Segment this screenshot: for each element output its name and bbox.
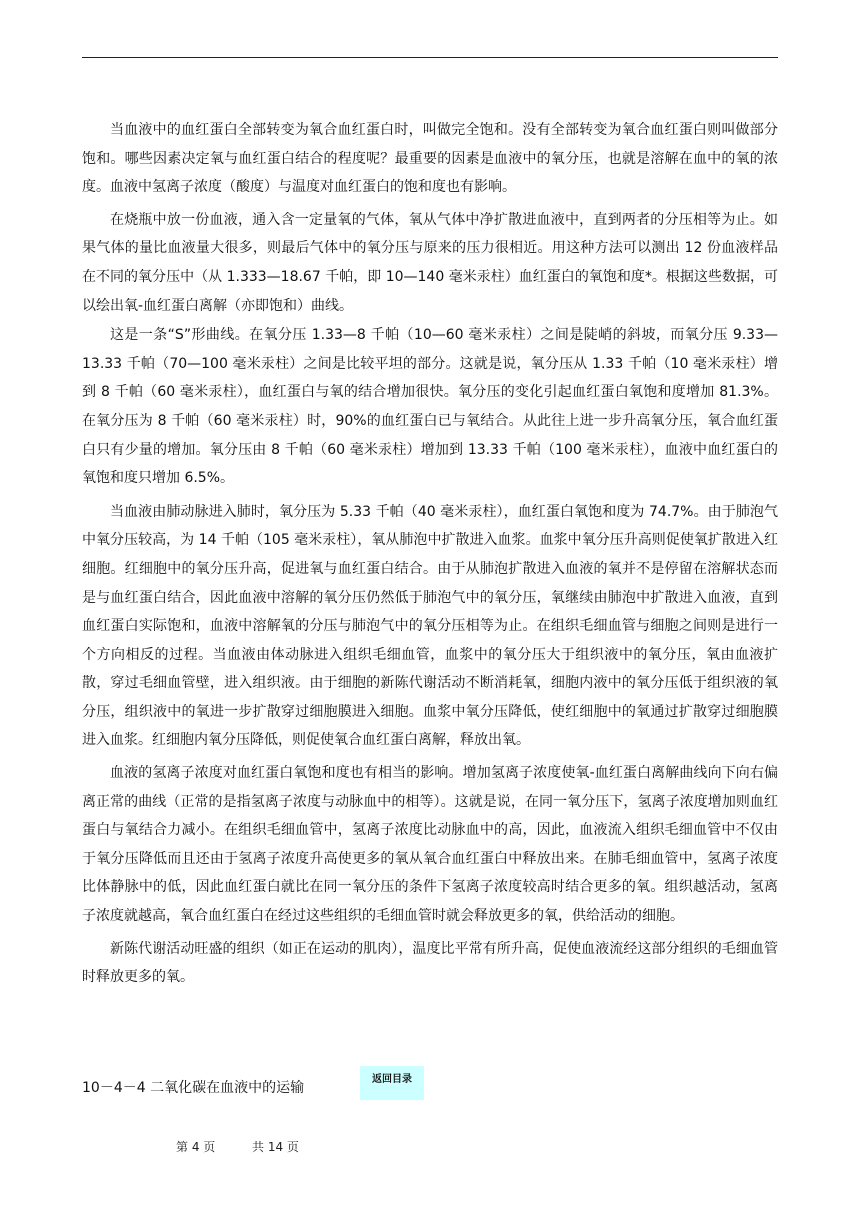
paragraph: 在烧瓶中放一份血液，通入含一定量氧的气体，氧从气体中净扩散进血液中，直到两者的分压相等为止。如果气体的量比血液量大很多，则最后气体中的氧分压与原来的压力很相近。用这种方法可以测出 12 份血液样品在不同的氧分压中（从 1.333—18.67 千帕，即 10—140 毫米汞柱）血红蛋白的氧饱和度*。根据这些数据，可以绘出氧-血红蛋白离解（亦即饱和）曲线。 — [82, 211, 778, 314]
paragraph: 血液的氢离子浓度对血红蛋白氧饱和度也有相当的影响。增加氢离子浓度使氧-血红蛋白离解曲线向下向右偏离正常的曲线（正常的是指氢离子浓度与动脉血中的相等）。这就是说，在同一氧分压下，氢离子浓度增加则血红蛋白与氧结合力减小。在组织毛细血管中，氢离子浓度比动脉血中的高，因此，血液流入组织毛细血管中不仅由于氧分压降低而且还由于氢离子浓度升高使更多的氧从氧合血红蛋白中释放出来。在肺毛细血管中，氢离子浓度比体静脉中的低，因此血红蛋白就比在同一氧分压的条件下氢离子浓度较高时结合更多的氧。组织越活动，氢离子浓度就越高，氧合血红蛋白在经过这些组织的毛细血管时就会释放更多的氧，供给活动的细胞。 — [82, 765, 778, 925]
paragraph: 当血液由肺动脉进入肺时，氧分压为 5.33 千帕（40 毫米汞柱），血红蛋白氧饱和度为 74.7%。由于肺泡气中氧分压较高，为 14 千帕（105 毫米汞柱），氧从肺泡中扩散进入血浆。血浆中氧分压升高则促使氧扩散进入红细胞。红细胞中的氧分压升高，促进氧与血红蛋白结合。由于从肺泡扩散进入血液的氧并不是停留在溶解状态而是与血红蛋白结合，因此血液中溶解的氧分压仍然低于肺泡气中的氧分压，氧继续由肺泡中扩散进入血液，直到血红蛋白实际饱和，血液中溶解氧的分压与肺泡气中的氧分压相等为止。在组织毛细血管与细胞之间则是进行一个方向相反的过程。当血液由体动脉进入组织毛细血管，血浆中的氧分压大于组织液中的氧分压，氧由血液扩散，穿过毛细血管壁，进入组织液。由于细胞的新陈代谢活动不断消耗氧，细胞内液中的氧分压低于组织液的氧分压，组织液中的氧进一步扩散穿过细胞膜进入细胞。血浆中氧分压降低，使红细胞中的氧通过扩散穿过细胞膜进入血浆。红细胞内氧分压降低，则促使氧合血红蛋白离解，释放出氧。 — [82, 503, 778, 749]
section-heading-row — [82, 1072, 304, 1102]
page-total: 共 14 页 — [252, 1140, 299, 1154]
page-number: 第 4 页 — [176, 1140, 216, 1154]
header-rule — [82, 57, 778, 58]
section-heading: 10－4－4 二氧化碳在血液中的运输 — [82, 1080, 305, 1096]
paragraph: 当血液中的血红蛋白全部转变为氧合血红蛋白时，叫做完全饱和。没有全部转变为氧合血红蛋白则叫做部分饱和。哪些因素决定氧与血红蛋白结合的程度呢？最重要的因素是血液中的氧分压，也就是溶解在血中的氧的浓度。血液中氢离子浓度（酸度）与温度对血红蛋白的饱和度也有影响。 — [82, 122, 778, 196]
paragraph: 这是一条“S”形曲线。在氧分压 1.33—8 千帕（10—60 毫米汞柱）之间是陡峭的斜坡，而氧分压 9.33—13.33 千帕（70—100 毫米汞柱）之间是比较平坦的部分。这就是说，氧分压从 1.33 千帕（10 毫米汞柱）增到 8 千帕（60 毫米汞柱），血红蛋白与氧的结合增加很快。氧分压的变化引起血红蛋白氧饱和度增加 81.3%。在氧分压为 8 千帕（60 毫米汞柱）时，90%的血红蛋白已与氧结合。从此往上进一步升高氧分压，氧合血红蛋白只有少量的增加。氧分压由 8 千帕（60 毫米汞柱）增加到 13.33 千帕（100 毫米汞柱），血液中血红蛋白的氧饱和度只增加 6.5%。 — [82, 327, 778, 487]
paragraph: 新陈代谢活动旺盛的组织（如正在运动的肌肉），温度比平常有所升高，促使血液流经这部分组织的毛细血管时释放更多的氧。 — [82, 940, 778, 986]
back-to-contents-button[interactable]: 返回目录 — [360, 1066, 424, 1100]
document-body — [82, 116, 778, 992]
